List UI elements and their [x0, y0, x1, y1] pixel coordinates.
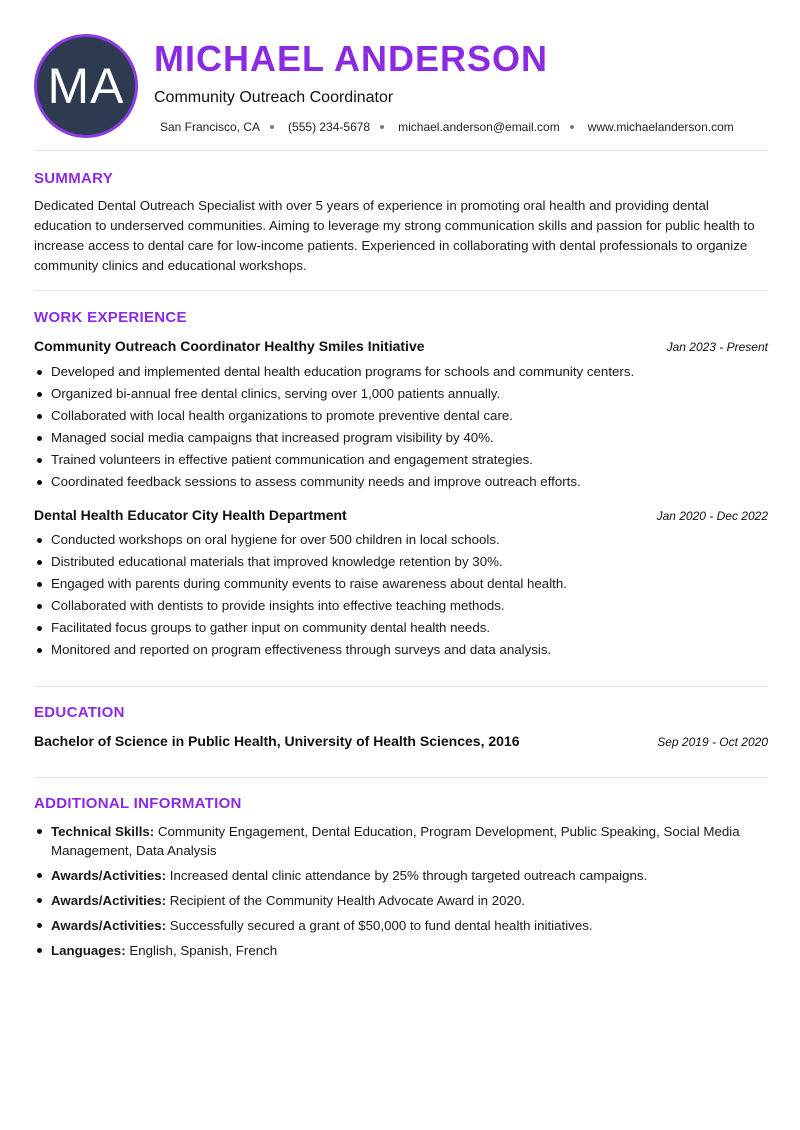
summary-text: Dedicated Dental Outreach Specialist with over 5 years of experience in promoting oral health and providing dental education to underserved communities. Aiming to leverage my strong communication skills and passion for public health to increase access to dental care for low-income patients. Experienced in collaborating with dental professionals to organize community clinics and educational workshops. [34, 198, 755, 273]
list-item: Collaborated with local health organizations to promote preventive dental care. [34, 405, 768, 427]
job-bullets [34, 529, 768, 661]
list-item: Coordinated feedback sessions to assess community needs and improve outreach efforts. [34, 471, 768, 493]
contact-location: San Francisco, CA [160, 120, 288, 134]
summary-heading: SUMMARY [34, 170, 114, 187]
job-title: Dental Health Educator City Health Department [34, 507, 347, 523]
candidate-name: MICHAEL ANDERSON [154, 38, 549, 79]
info-text: Community Engagement, Dental Education, Program Development, Public Speaking, Social Media Management, Data Analysis [51, 824, 740, 858]
list-item [34, 916, 768, 935]
info-text: English, Spanish, French [129, 943, 278, 958]
list-item [34, 866, 768, 885]
list-item [34, 891, 768, 910]
list-item: Collaborated with dentists to provide insights into effective teaching methods. [34, 595, 768, 617]
degree: Bachelor of Science in Public Health, University of Health Sciences, 2016 [34, 733, 520, 749]
job-bullets [34, 361, 768, 493]
separator-dot [270, 125, 274, 129]
job-date: Jan 2023 - Present [666, 340, 768, 354]
list-item: Managed social media campaigns that increased program visibility by 40%. [34, 427, 768, 449]
job-date: Jan 2020 - Dec 2022 [656, 509, 768, 523]
list-item: Trained volunteers in effective patient communication and engagement strategies. [34, 449, 768, 471]
additional-info-list [34, 822, 768, 966]
info-label: Awards/Activities: [51, 893, 167, 908]
list-item [34, 941, 768, 960]
info-text: Increased dental clinic attendance by 25% through targeted outreach campaigns. [169, 868, 648, 883]
divider [34, 777, 768, 778]
job-header [34, 507, 768, 525]
list-item [34, 822, 768, 860]
separator-dot [380, 125, 384, 129]
list-item: Conducted workshops on oral hygiene for over 500 children in local schools. [34, 529, 768, 551]
info-text: Successfully secured a grant of $50,000 to fund dental health initiatives. [169, 918, 593, 933]
avatar-initials: MA [47, 58, 125, 114]
info-label: Technical Skills: [51, 824, 155, 839]
list-item: Distributed educational materials that improved knowledge retention by 30%. [34, 551, 768, 573]
info-text: Recipient of the Community Health Advocate Award in 2020. [169, 893, 526, 908]
education-entry [34, 733, 768, 751]
avatar [34, 34, 138, 138]
info-label: Awards/Activities: [51, 918, 167, 933]
divider [34, 290, 768, 291]
info-label: Awards/Activities: [51, 868, 167, 883]
work-experience-heading: WORK EXPERIENCE [34, 309, 187, 326]
list-item: Organized bi-annual free dental clinics, serving over 1,000 patients annually. [34, 383, 768, 405]
resume-header [34, 34, 768, 138]
education-date: Sep 2019 - Oct 2020 [657, 735, 768, 749]
list-item: Facilitated focus groups to gather input on community dental health needs. [34, 617, 768, 639]
list-item: Engaged with parents during community events to raise awareness about dental health. [34, 573, 768, 595]
contact-email[interactable]: michael.anderson@email.com [398, 120, 588, 134]
contact-row [160, 120, 734, 134]
education-heading: EDUCATION [34, 704, 125, 721]
info-label: Languages: [51, 943, 126, 958]
contact-phone: (555) 234-5678 [288, 120, 398, 134]
separator-dot [570, 125, 574, 129]
divider [34, 150, 768, 151]
candidate-role: Community Outreach Coordinator [154, 89, 394, 106]
additional-info-heading: ADDITIONAL INFORMATION [34, 795, 242, 812]
job-header [34, 338, 768, 356]
contact-website[interactable]: www.michaelanderson.com [587, 120, 734, 134]
divider [34, 686, 768, 687]
list-item: Developed and implemented dental health education programs for schools and community centers. [34, 361, 768, 383]
list-item: Monitored and reported on program effectiveness through surveys and data analysis. [34, 639, 768, 661]
job-title: Community Outreach Coordinator Healthy Smiles Initiative [34, 338, 425, 354]
